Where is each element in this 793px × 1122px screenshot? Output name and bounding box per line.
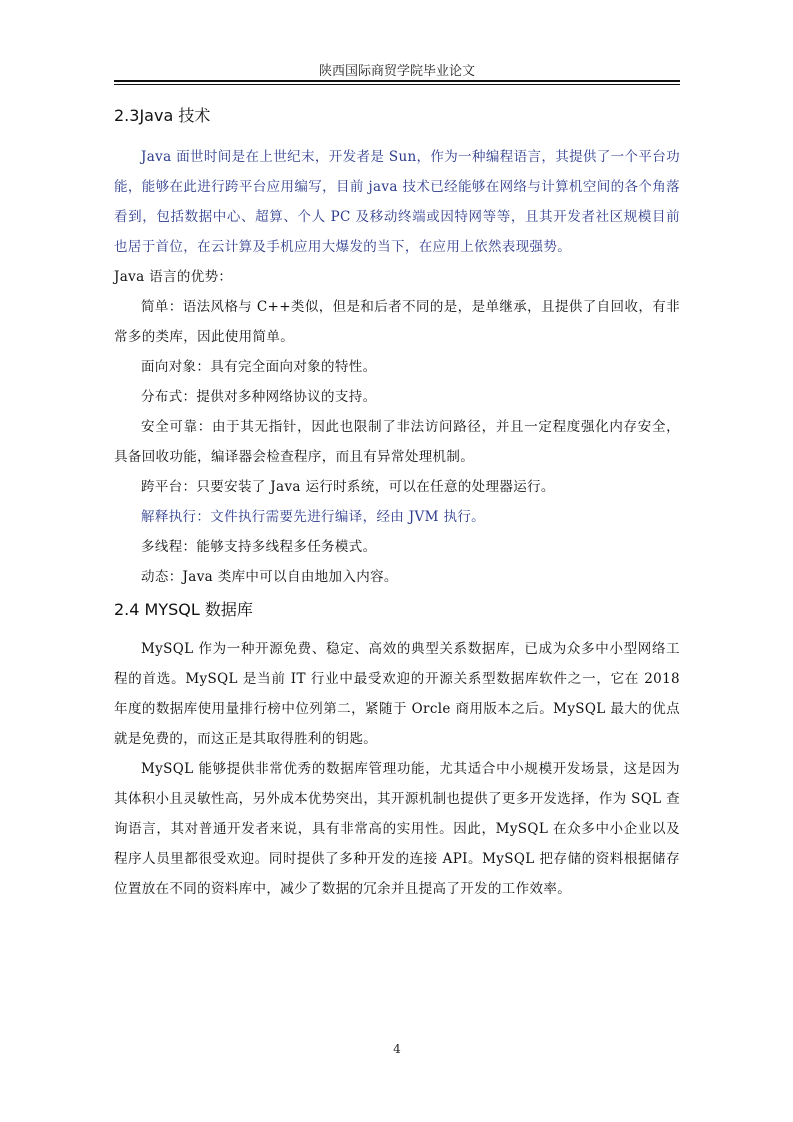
advantage-object-oriented: 面向对象：具有完全面向对象的特性。 bbox=[141, 359, 377, 375]
advantage-distributed: 分布式：提供对多种网络协议的支持。 bbox=[141, 389, 377, 405]
page-number: 4 bbox=[393, 1042, 401, 1056]
mysql-paragraph-1: MySQL 作为一种开源免费、稳定、高效的典型关系数据库，已成为众多中小型网络工程的首选。MySQL 是当前 IT 行业中最受欢迎的开源关系型数据库软件之一，它在 2018 年度的数据库使用量排行榜中位列第二，紧随于 Orcle 商用版本之后。MySQL 最大的优点就是免费的，而这正是其取得胜利的钥匙。 bbox=[114, 641, 680, 747]
advantage-interpreted: 解释执行：文件执行需要先进行编译，经由 JVM 执行。 bbox=[141, 509, 486, 525]
advantage-secure: 安全可靠：由于其无指针，因此也限制了非法访问路径，并且一定程度强化内存安全，具备回收功能，编译器会检查程序，而且有异常处理机制。 bbox=[114, 419, 680, 465]
java-intro-paragraph: Java 面世时间是在上世纪末，开发者是 Sun，作为一种编程语言，其提供了一个平台功能，能够在此进行跨平台应用编写，目前 java 技术已经能够在网络与计算机空间的各个角落看到，包括数据中心、超算、个人 PC 及移动终端或因特网等等，且其开发者社区规模目前也居于首位，在云计算及手机应用大爆发的当下，在应用上依然表现强势。 bbox=[114, 149, 680, 255]
mysql-paragraph-2: MySQL 能够提供非常优秀的数据库管理功能，尤其适合中小规模开发场景，这是因为其体积小且灵敏性高，另外成本优势突出，其开源机制也提供了更多开发选择，作为 SQL 查询语言，其对普通开发者来说，具有非常高的实用性。因此，MySQL 在众多中小企业以及程序人员里都很受欢迎。同时提供了多种开发的连接 API。MySQL 把存储的资料根据储存位置放在不同的资料库中，减少了数据的冗余并且提高了开发的工作效率。 bbox=[114, 761, 680, 897]
advantage-dynamic: 动态：Java 类库中可以自由地加入内容。 bbox=[141, 569, 398, 585]
header-rule-thin bbox=[114, 84, 680, 85]
page-content bbox=[114, 100, 680, 904]
advantage-multithread: 多线程：能够支持多线程多任务模式。 bbox=[141, 539, 377, 555]
advantage-cross-platform: 跨平台：只要安装了 Java 运行时系统，可以在任意的处理器运行。 bbox=[141, 479, 555, 495]
section-heading-mysql: 2.4 MYSQL 数据库 bbox=[114, 600, 253, 619]
header-rule bbox=[114, 80, 680, 82]
advantage-simple: 简单：语法风格与 C++类似，但是和后者不同的是，是单继承，且提供了自回收，有非常多的类库，因此使用简单。 bbox=[114, 299, 680, 345]
section-heading-java: 2.3Java 技术 bbox=[114, 106, 211, 125]
java-advantages-title: Java 语言的优势： bbox=[114, 269, 233, 285]
page-header: 陕西国际商贸学院毕业论文 bbox=[318, 64, 475, 79]
